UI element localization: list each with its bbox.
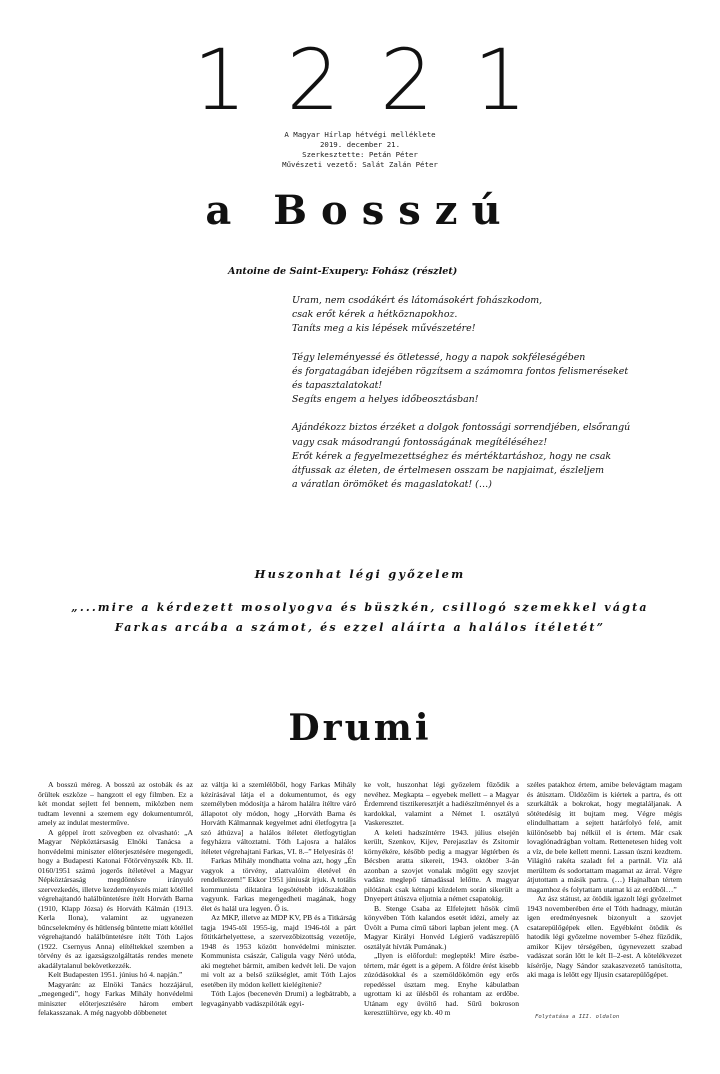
paragraph: Tóth Lajos (becenevén Drumi) a legbátrabb, a legvagányabb vadászpilóták egyi- [201, 989, 356, 1008]
poem-line: csak erőt kérek a hétköznapokhoz. [292, 309, 458, 321]
poem-stanza [292, 294, 692, 337]
poem-line: a váratlan örömöket és magaslatokat! (…) [292, 479, 492, 491]
poem-line: Ajándékozz biztos érzéket a dolgok fontossági sorrendjében, elsőrangú [292, 422, 631, 434]
paragraph: ke volt, huszonhat légi győzelem fűződik a nevéhez. Megkapta – egyebek mellett – a Magyar Érdemrend tisztikeresztjét a hadiészítménnyel és a kardokkal, valamint a Német I. osztályú Vaskeresztet. [364, 780, 519, 827]
masthead-logo: 1221 [193, 31, 567, 129]
poem-line: Uram, nem csodákért és látomásokért fohászkodom, [292, 295, 543, 306]
paragraph: A géppel írott szövegben ez olvasható: „A Magyar Népköztársaság Elnöki Tanácsa a honvédelmi miniszter előterjesztésére megengedi, hogy a Budapesti Katonai Főtörvényszék Kb. II. 0160/1951 számú jogerős ítéletével a Magyar Népköztársaság megdöntésre irányuló szervezkedés, illetve kezdeményezés miatt kötéllel végrehajtandó halálbüntetésre ítélt Horváth Barna (1910, Klapp Józsa) és Horváth Kálmán (1913. Kerla Ilona), valamint az ugyanezen bűncselekmény és hűtlenség bűntette miatt kötéllel végrehajtandó halálbüntetésre ítélt Tóth Lajos (1922. Csernyus Anna) elítéltekkel szemben a törvény és az igazságszolgáltatás rendes menete akadálytalanul bekövetkezzék. [38, 827, 193, 970]
poem-line: Segíts engem a helyes időbeosztásban! [292, 394, 479, 406]
paragraph: az váltja ki a szemlélőből, hogy Farkas Mihály kézírásával látja el a dokumentumot, és egy személyben módosítja a három halálra ítéltre váró állapotot oly módon, hogy „Horváth Barna és Horváth Kálmannak kegyelmet adni életfogytra [a szó áthúzva] a halálos ítéletet életfogytiglan fegyházra változtatni. Tóth Lajosra a halálos ítéletet végrehajtani Farkas, VI. 8.–” Helyesírás ő! [201, 780, 356, 856]
paragraph: „Ilyen is előfordul: meglepték! Mire észbe-tértem, már égett is a gépem. A földre érést kisebb zúzódásokkal és a szemöldökömön egy erős repedéssel úsztam meg. Enyhe kábulatban ugrottam ki az ülésből és rohantam az erdőbe. Utánam egy üvöltő had. Sűrű bokroson keresztültörve, egy kb. 40 m [364, 951, 519, 1017]
poem-line: átfussak az életen, de értelmesen osszam be napjaimat, észleljem [292, 465, 605, 477]
page-title: a Bosszú [205, 187, 515, 234]
paragraph: széles patakhoz értem, amibe belevágtam magam és átúsztam. Üldözőim is kiértek a partra, és ott szurkálták a bokrokat, hogy megtaláljanak. A sötétedésig itt bujtam meg. Végre mégis elindulhattam a sejtett határfolyó felé, amit különösebb baj nélkül el is értem. Már csak lovaglónadrágban voltam. Rettenetesen hideg volt a víz, de bele kellett menni. Lassan úszni kezdtem. Világító rakéta szaladt fel a partnál. Víz alá merültem és sodortattam magamat az árral. Végre átjutottam a másik partra. (…) Hajnalban tértem magamhoz és folytattam utamat ki az erdőből…” [527, 780, 682, 894]
poem-line: Tégy leleményessé és ötletessé, hogy a napok sokféleségében [292, 351, 586, 363]
poem [292, 294, 692, 506]
article-column [38, 780, 193, 1044]
editor-line: Szerkesztette: Petán Péter [302, 150, 418, 159]
pull-quote-line: „...mire a kérdezett mosolyogva és büszkén, csillogó szemekkel vágta [71, 601, 649, 614]
paragraph: Az ász státust, az ötödik igazolt légi győzelmet 1943 novemberében érte el Tóth hadnagy, miután igen eredményesnek bizonyult a szovjet csatarepülőgépek ellen. Egyébként ötödik és hatodik légi győzelme november 5-éhez fűződik, amikor Kijev térségében, úgynevezett szabad vadászat során lőtt le két Il–2-est. A kötelékvezet kísérője, Nagy Sándor szakaszvezető tanúsította, aki maga is lelőtt egy Iljusin csatarepülőgépet. [527, 894, 682, 979]
art-director-line: Művészeti vezető: Salát Zalán Péter [282, 160, 438, 169]
poem-heading: Antoine de Saint-Exupery: Fohász (részlet) [228, 266, 458, 277]
poem-line: Erőt kérek a fegyelmezettséghez és mértéktartáshoz, hogy ne csak [292, 450, 612, 462]
article-body [38, 780, 682, 1044]
date-line: 2019. december 21. [319, 140, 401, 149]
poem-stanza [292, 351, 692, 408]
poem-line: Taníts meg a kis lépések művészetére! [292, 323, 476, 335]
section-subtitle: Huszonhat légi győzelem [254, 567, 466, 581]
paragraph: Farkas Mihály mondhatta volna azt, hogy „Én vagyok a törvény, alattvalóim életével én rendelkezem!” Ekkor 1951 júniusát írjuk. A totális kommunista diktatúra legsötétebb időszakában vagyunk. Farkas megengedheti magának, hogy élet és halál ura legyen. Ő is. [201, 856, 356, 913]
paragraph: A keleti hadszíntérre 1943. július elsején került, Szenkov, Kijev, Perejaszlav és Zsitomir környékére, később pedig a magyar légtérben és Bécsben aratta sikereit, 1943. október 3-án azonban a szovjet vonalak mögött egy szovjet vadász meglepő támadással lelőtte. A magyar pilótának csak kétnapi küzdelem során sikerült a Dnyepert átúszva eljutnia a német csapatokig. [364, 827, 519, 903]
pull-quote-line: Farkas arcába a számot, és ezzel aláírta a halálos ítéletét” [114, 621, 606, 634]
article-column [364, 780, 519, 1044]
paragraph: B. Stenge Csaba az Elfelejtett hősök című könyvében Tóth kalandos esetét idézi, amely az Üvölt a Puma című tábori lapban jelent meg. (A Magyar Királyi Honvéd Légierő vadászrepülő osztályát hívták Pumának.) [364, 903, 519, 951]
article-column [201, 780, 356, 1044]
pull-quote [0, 598, 720, 638]
paragraph: Kelt Budapesten 1951. június hó 4. napján.” [48, 970, 183, 979]
poem-line: és tapasztalatokat! [292, 380, 383, 392]
publication-info [0, 130, 720, 170]
continuation-note: Folytatása a III. oldalon [535, 1014, 620, 1020]
article-column [527, 780, 682, 1044]
poem-line: és forgatagában idejében rögzítsem a számomra fontos felismeréseket [292, 365, 629, 377]
paragraph: A bosszú méreg. A bosszú az ostobák és az őrültek eszköze – hangzott el egy filmben. Ez a két mondat sejlett fel bennem, miközben nem tudtam levenni a szemem egy dokumentumról, amely az indulat mestermûve. [38, 780, 193, 827]
paragraph: Az MKP, illetve az MDP KV, PB és a Titkárság tagja 1945-től 1955-ig, majd 1946-tól a párt főtitkárhelyettese, a szervezőbizottság vezetője, 1948 és 1953 között honvédelmi miniszter. Kommunista császár, Caligula vagy Néró utóda, aki megtehet bármit, amiben kedvét leli. De vajon mi volt az a belső szükséglet, amit Tóth Lajos esetében ily módon kellett kielégítenie? [201, 913, 356, 989]
poem-stanza [292, 421, 692, 492]
article-title: Drumi [288, 707, 432, 749]
supplement-line: A Magyar Hírlap hétvégi melléklete [284, 130, 436, 139]
paragraph: Magyarán: az Elnöki Tanács hozzájárul, „megengedi”, hogy Farkas Mihály honvédelmi miniszter előterjesztésére három embert felakasszanak. A még nagyobb döbbenetet [38, 979, 193, 1017]
poem-line: vagy csak másodrangú fontosságának megítéléséhez! [292, 436, 548, 448]
